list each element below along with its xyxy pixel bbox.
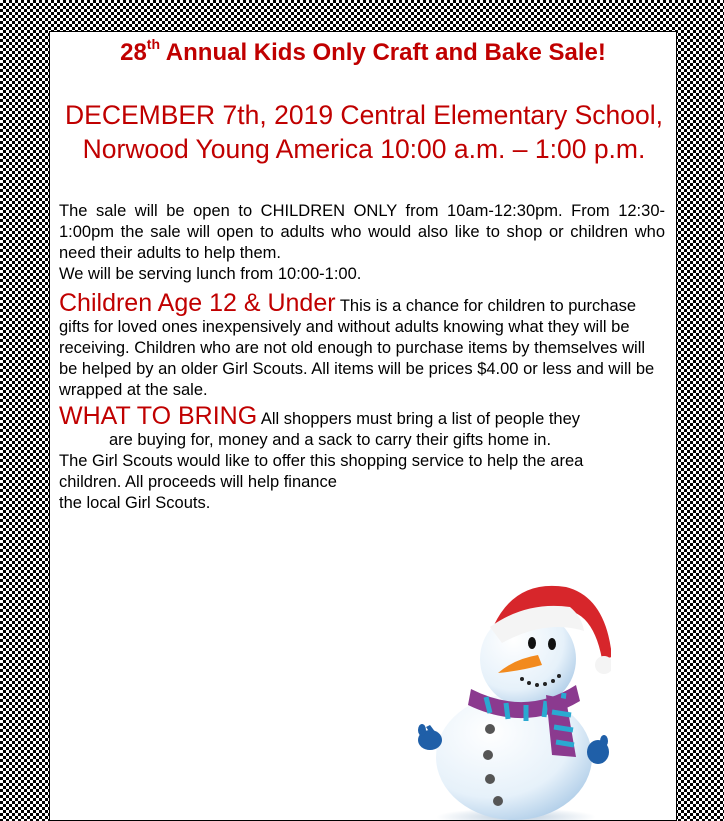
children-text: This is a chance for children to purchase gifts for loved ones inexpensively and without adults knowing what they will be receiving. Children who are not old enough to purchase items by themselves will be helped by an older Girl Scouts. All items will be prices $4.00 or less and will be wrapped at the sale. [59,297,655,399]
intro-paragraph: The sale will be open to CHILDREN ONLY from 10am-12:30pm. From 12:30-1:00pm the sale will open to adults who would also like to shop or children who need their adults to help them. [59,202,665,262]
children-heading: Children Age 12 & Under [59,289,336,317]
lunch-note: We will be serving lunch from 10:00-1:00. [59,265,362,283]
bring-heading: WHAT TO BRING [59,402,258,430]
flyer-page [49,31,677,821]
button-3 [485,774,495,784]
hat-pompom [595,656,611,674]
flyer-body [59,201,665,514]
bring-text-line2: are buying for, money and a sack to carry their gifts home in. [109,431,552,449]
children-section [59,289,665,401]
flyer-title [50,38,676,67]
button-2 [483,750,493,760]
button-1 [485,724,495,734]
snowman-illustration [416,577,611,821]
title-text: Annual Kids Only Craft and Bake Sale! [160,39,606,66]
closing-text: The Girl Scouts would like to offer this shopping service to help the area children. All proceeds will help finance [59,452,584,491]
button-4 [493,796,503,806]
title-ordinal-suffix: th [146,36,161,52]
bring-section [59,402,665,430]
event-date-location: DECEMBER 7th, 2019 Central Elementary School, Norwood Young America 10:00 a.m. – 1:00 p.m. [65,100,663,164]
bring-text-line1: All shoppers must bring a list of people they [257,410,581,428]
title-ordinal-number: 28 [120,39,147,66]
closing-text-line2: the local Girl Scouts. [59,494,211,512]
left-eye [528,637,536,649]
right-eye [548,638,556,650]
